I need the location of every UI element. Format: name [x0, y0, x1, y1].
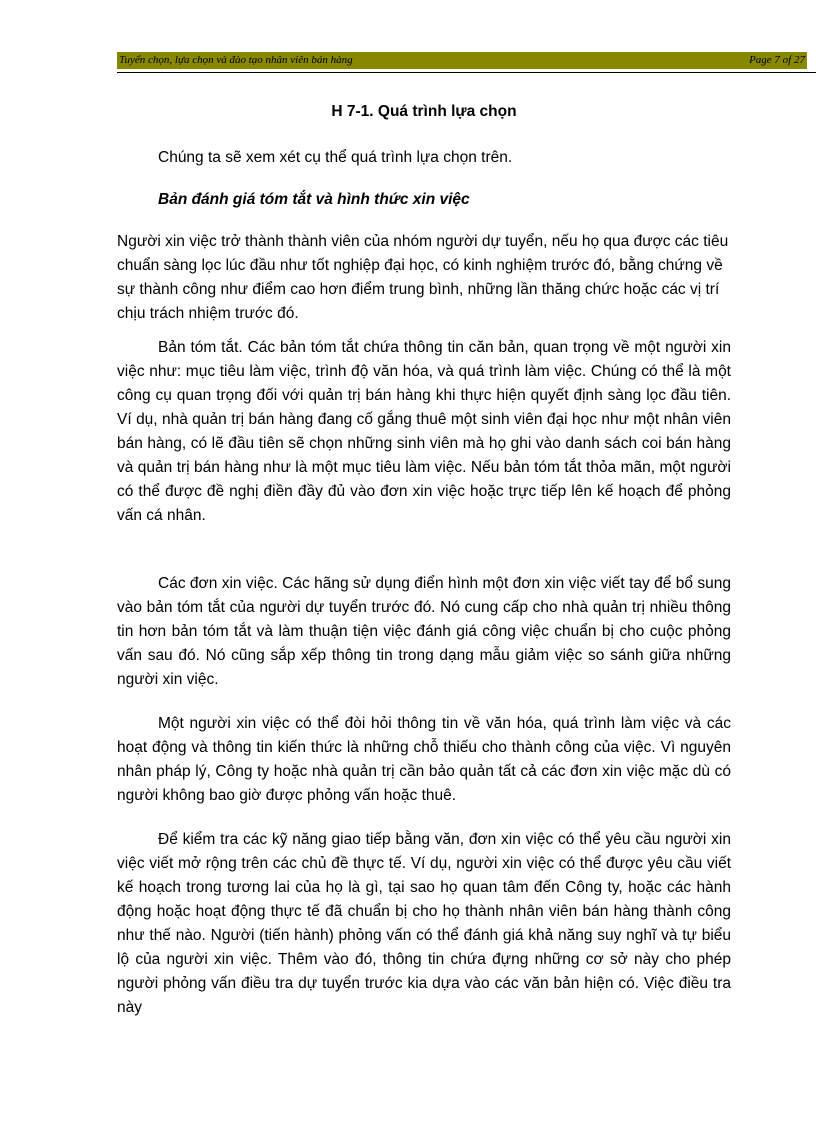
header-document-title: Tuyển chọn, lựa chọn và đào tạo nhân viên bán hàng	[119, 54, 353, 66]
paragraph-application-forms: Các đơn xin việc. Các hãng sử dụng điển hình một đơn xin việc viết tay để bổ sung vào bản tóm tắt của người dự tuyển trước đó. Nó cung cấp cho nhà quản trị nhiều thông tin hơn bản tóm tắt và làm thuận tiện việc đánh giá công việc chuẩn bị cho cuộc phỏng vấn sau đó. Nó cũng sắp xếp thông tin trong dạng mẫu giảm việc so sánh giữa những người xin việc.	[117, 575, 731, 688]
header-page-number: Page 7 of 27	[749, 54, 805, 66]
paragraph-candidates: Người xin việc trở thành thành viên của nhóm người dự tuyển, nếu họ qua được các tiêu chuẩn sàng lọc lúc đầu như tốt nghiệp đại học, có kinh nghiệm trước đó, bằng chứng về sự thành công như điểm cao hơn điểm trung bình, những lần thăng chức hoặc các vị trí chịu trách nhiệm trước đó.	[117, 233, 729, 322]
paragraph-written-skills: Để kiểm tra các kỹ năng giao tiếp bằng văn, đơn xin việc có thể yêu cầu người xin việc viết mở rộng trên các chủ đề thực tế. Ví dụ, người xin việc có thể được yêu cầu viết kế hoạch trong tương lai của họ là gì, tại sao họ quan tâm đến Công ty, hoặc các hành động hoặc hoạt động thực tế đã chuẩn bị cho họ thành nhân viên bán hàng thành công như thế nào. Người (tiến hành) phỏng vấn có thể đánh giá khả năng suy nghĩ và tự biểu lộ của người xin việc. Thêm vào đó, thông tin chứa đựng những cơ sở này cho phép người phỏng vấn điều tra dự tuyển trước kia dựa vào các văn bản hiện có. Việc điều tra này	[117, 831, 731, 1016]
header-divider	[117, 72, 816, 73]
header-bar	[117, 52, 807, 69]
paragraph-application-info: Một người xin việc có thể đòi hỏi thông tin về văn hóa, quá trình làm việc và các hoạt động và thông tin kiến thức là những chỗ thiếu cho thành công của việc. Vì nguyên nhân pháp lý, Công ty hoặc nhà quản trị cần bảo quản tất cả các đơn xin việc mặc dù có người không bao giờ được phỏng vấn hoặc thuê.	[117, 715, 731, 804]
intro-paragraph: Chúng ta sẽ xem xét cụ thể quá trình lựa chọn trên.	[158, 149, 513, 166]
paragraph-resume: Bản tóm tắt. Các bản tóm tắt chứa thông tin căn bản, quan trọng về một người xin việc như: mục tiêu làm việc, trình độ văn hóa, và quá trình làm việc. Chúng có thể là một công cụ quan trọng đối với quản trị bán hàng khi thực hiện quyết định sàng lọc đầu tiên. Ví dụ, nhà quản trị bán hàng đang cố gắng thuê một sinh viên đại học như một nhân viên bán hàng, có lẽ đầu tiên sẽ chọn những sinh viên mà họ ghi vào danh sách coi bán hàng và quản trị bán hàng như là một mục tiêu làm việc. Nếu bản tóm tắt thỏa mãn, một người có thể được đề nghị điền đầy đủ vào đơn xin việc hoặc trực tiếp lên kế hoạch để phỏng vấn cá nhân.	[117, 339, 731, 524]
figure-caption: H 7-1. Quá trình lựa chọn	[331, 103, 517, 120]
section-heading: Bản đánh giá tóm tắt và hình thức xin việc	[158, 191, 470, 208]
